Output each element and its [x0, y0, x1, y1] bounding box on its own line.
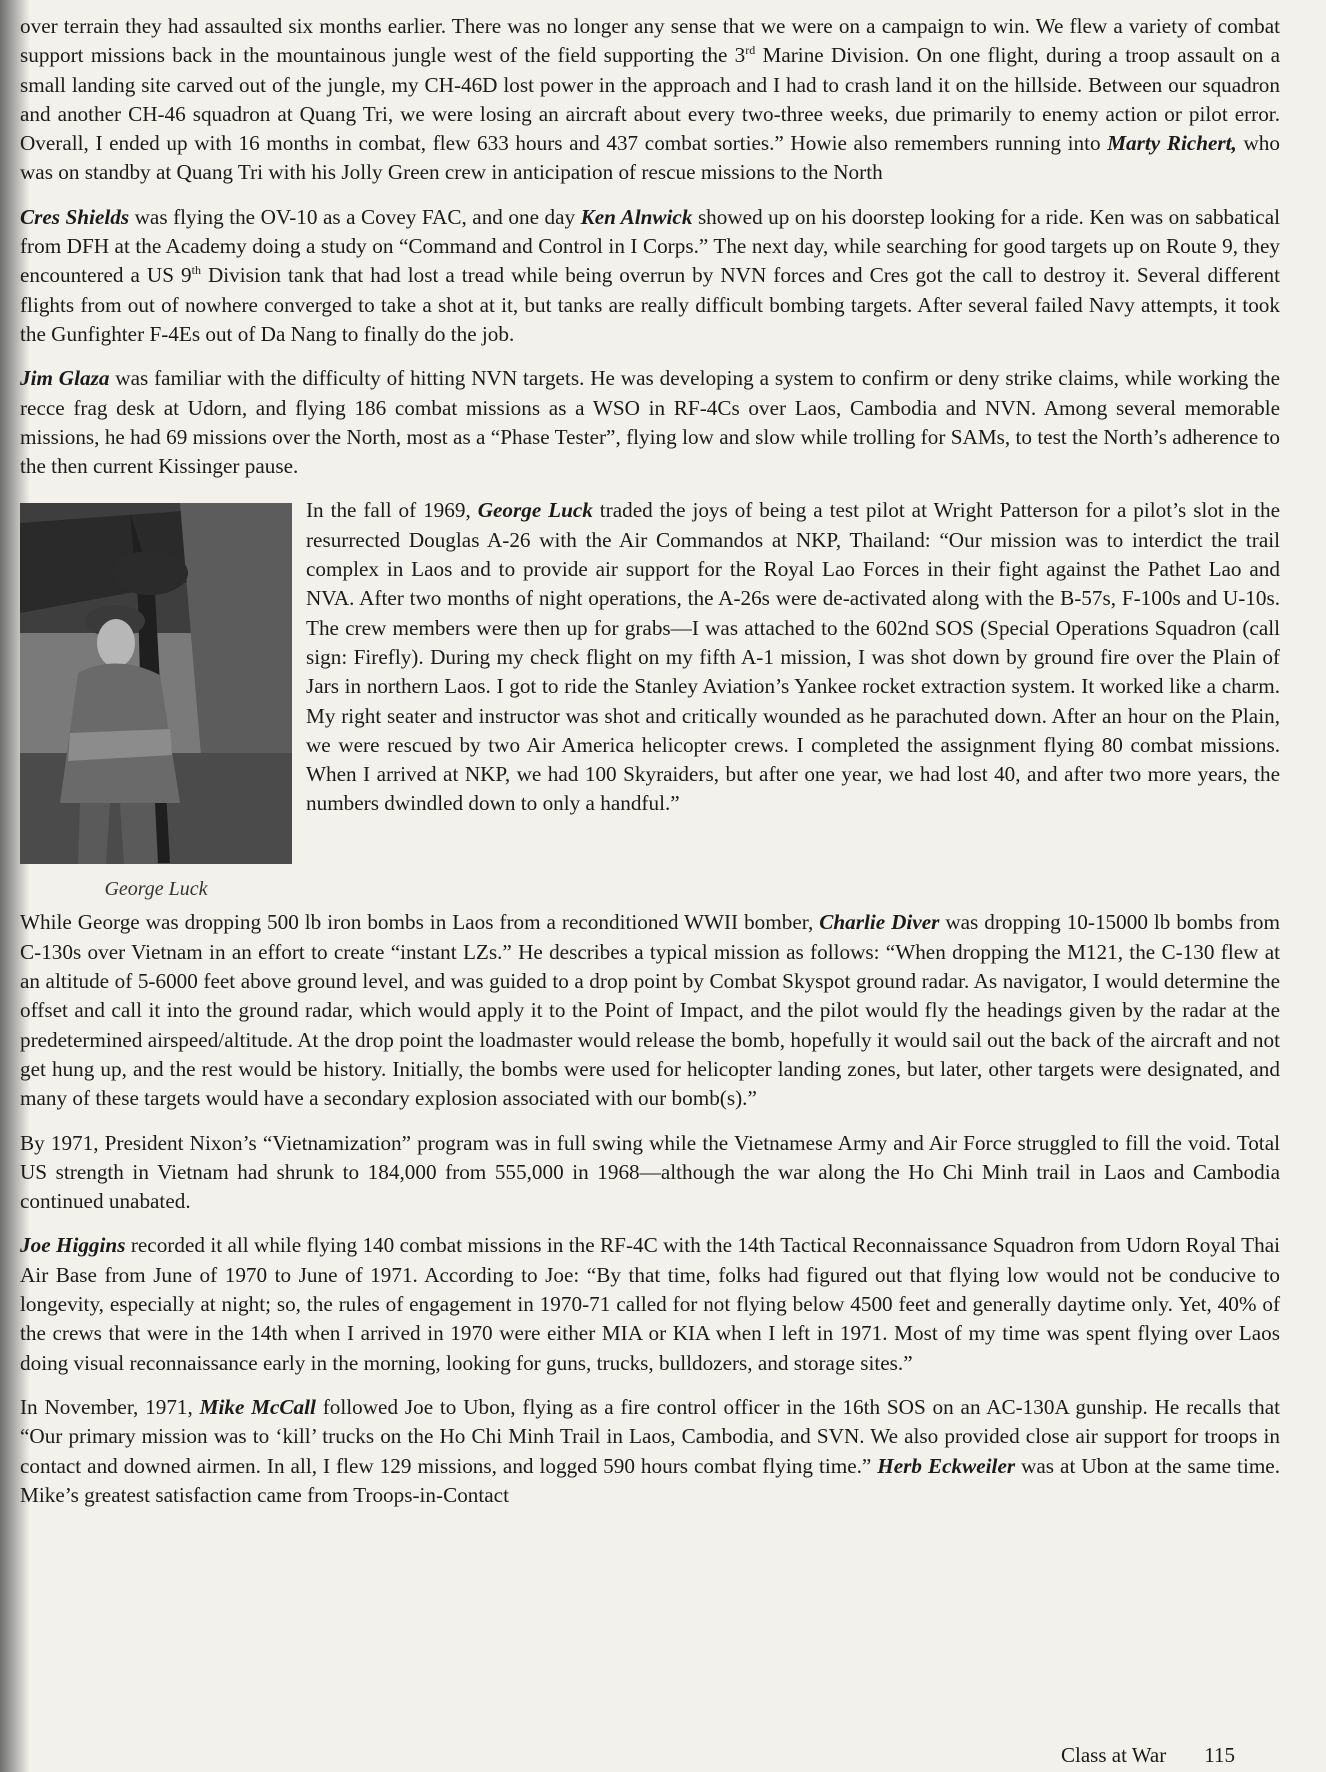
paragraph: [20, 1231, 1280, 1377]
page-footer: [1061, 1743, 1235, 1768]
paragraph: [20, 1129, 1280, 1217]
ordinal-superscript: rd: [745, 43, 756, 58]
photo-george-luck: [20, 503, 292, 864]
person-name: Ken Alnwick: [580, 204, 693, 229]
person-name: George Luck: [477, 498, 593, 523]
text-run: was flying the OV-10 as a Covey FAC, and one day: [129, 204, 581, 229]
paragraph: [20, 203, 1280, 349]
person-name: Marty Richert,: [1107, 131, 1237, 156]
photo-figure: [20, 503, 292, 902]
paragraph: [20, 12, 1280, 188]
text-run: Division tank that had lost a tread while being overrun by NVN forces and Cres got the call to destroy it. Several different flights from out of nowhere converged to take a shot at it, but tanks are really difficult bombing targets. After several failed Navy attempts, it took the Gunfighter F-4Es out of Da Nang to finally do the job.: [20, 263, 1280, 346]
text-run: showed up on his doorstep looking for a ride. Ken was on sabbatical from DFH at the Academy doing a study on “Command and Control in I Corps.” The next day, while searching for good targets up on Route 9, they encountered a US 9: [20, 204, 1280, 288]
text-run: was familiar with the difficulty of hitting NVN targets. He was developing a system to confirm or deny strike claims, while working the recce frag desk at Udorn, and flying 186 combat missions as a WSO in RF-4Cs over Laos, Cambodia and NVN. Among several memorable missions, he had 69 missions over the North, most as a “Phase Tester”, flying low and slow while trolling for SAMs, to test the North’s adherence to the then current Kissinger pause.: [20, 366, 1280, 479]
text-run: In November, 1971,: [20, 1394, 200, 1419]
paragraph: [20, 364, 1280, 481]
paragraph: [20, 1393, 1280, 1510]
text-run: over terrain they had assaulted six months earlier. There was no longer any sense that we were on a campaign to win. We flew a variety of combat support missions back in the mountainous jungle west of the field supporting the 3: [20, 14, 1280, 68]
text-run: was dropping 10-15000 lb bombs from C-130s over Vietnam in an effort to create “instant LZs.” He describes a typical mission as follows: “When dropping the M121, the C-130 flew at an altitude of 5-6000 feet above ground level, and was guided to a drop point by Combat Skyspot ground radar. As navigator, I would determine the offset and call it into the ground radar, which would apply it to the Point of Impact, and the pilot would fly the headings given by the radar at the predetermined airspeed/altitude. At the drop point the loadmaster would release the bomb, hopefully it would sail out the back of the aircraft and not get hung up, and the rest would be history. Initially, the bombs were used for helicopter landing zones, but later, other targets were designated, and many of these targets would have a secondary explosion associated with our bomb(s).”: [20, 910, 1280, 1111]
text-run: While George was dropping 500 lb iron bombs in Laos from a reconditioned WWII bomber,: [20, 910, 820, 935]
page-number: 115: [1204, 1743, 1235, 1767]
text-run: followed Joe to Ubon, flying as a fire control officer in the 16th SOS on an AC-130A gunship. He recalls that “Our primary mission was to ‘kill’ trucks on the Ho Chi Minh Trail in Laos, Cambodia, and SVN. We also provided close air support for troops in contact and downed airmen. In all, I flew 129 missions, and logged 590 hours combat flying time.”: [20, 1394, 1281, 1478]
person-name: Charlie Diver: [819, 910, 940, 935]
text-run: In the fall of 1969,: [306, 498, 478, 523]
page-body: [20, 12, 1280, 1510]
paragraph: [20, 908, 1280, 1113]
text-run: was at Ubon at the same time. Mike’s greatest satisfaction came from Troops-in-Contact: [20, 1453, 1281, 1507]
person-name: Joe Higgins: [20, 1233, 126, 1258]
running-title: Class at War: [1061, 1743, 1167, 1767]
text-run: traded the joys of being a test pilot at Wright Patterson for a pilot’s slot in the resurrected Douglas A-26 with the Air Commandos at NKP, Thailand: “Our mission was to interdict the trail complex in Laos and to provide air support for the Royal Lao Forces in their fight against the Pathet Lao and NVA. After two months of night operations, the A-26s were de-activated along with the B-57s, F-100s and U-10s. The crew members were then up for grabs—I was attached to the 602nd SOS (Special Operations Squadron (call sign: Firefly). During my check flight on my fifth A-1 mission, I was shot down by ground fire over the Plain of Jars in northern Laos. I got to ride the Stanley Aviation’s Yankee rocket extraction system. It worked like a charm. My right seater and instructor was shot and critically wounded as he parachuted down. After an hour on the Plain, we were rescued by two Air America helicopter crews. I completed the assignment flying 80 combat missions. When I arrived at NKP, we had 100 Skyraiders, but after one year, we had lost 40, and after two more years, the numbers dwindled down to only a handful.”: [306, 498, 1281, 816]
person-name: Jim Glaza: [20, 366, 110, 391]
text-run: Marine Division. On one flight, during a troop assault on a small landing site carved out of the jungle, my CH-46D lost power in the approach and I had to crash land it on the hillside. Between our squadron and another CH-46 squadron at Quang Tri, we were losing an aircraft about every two-three weeks, due primarily to enemy action or pilot error. Overall, I ended up with 16 months in combat, flew 633 hours and 437 combat sorties.” Howie also remembers running into: [20, 43, 1280, 156]
person-name: Mike McCall: [199, 1394, 316, 1419]
person-name: Herb Eckweiler: [877, 1453, 1016, 1478]
photo-caption: George Luck: [104, 878, 208, 901]
person-name: Cres Shields: [20, 204, 130, 229]
text-run: recorded it all while flying 140 combat missions in the RF-4C with the 14th Tactical Reconnaissance Squadron from Udorn Royal Thai Air Base from June of 1970 to June of 1971. According to Joe: “By that time, folks had figured out that flying low would not be conducive to longevity, especially at night; so, the rules of engagement in 1970-71 called for not flying below 4500 feet and generally daytime only. Yet, 40% of the crews that were in the 14th when I arrived in 1970 were either MIA or KIA when I left in 1971. Most of my time was spent flying over Laos doing visual reconnaissance early in the morning, looking for guns, trucks, bulldozers, and storage sites.”: [20, 1233, 1281, 1375]
text-run: who was on standby at Quang Tri with his Jolly Green crew in anticipation of rescue missions to the North: [20, 131, 1280, 185]
ordinal-superscript: th: [191, 263, 201, 278]
text-run: By 1971, President Nixon’s “Vietnamization” program was in full swing while the Vietnamese Army and Air Force struggled to fill the void. Total US strength in Vietnam had shrunk to 184,000 from 555,000 in 1968—although the war along the Ho Chi Minh trail in Laos and Cambodia continued unabated.: [20, 1130, 1280, 1214]
